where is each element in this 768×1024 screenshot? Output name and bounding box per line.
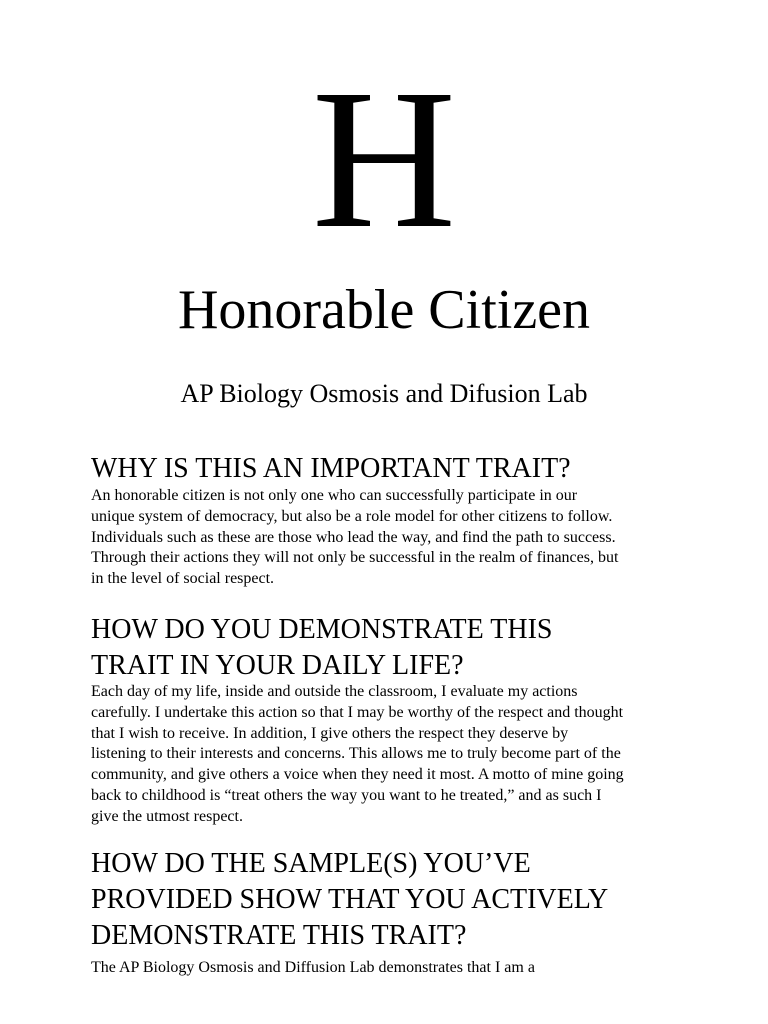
section-heading-importance: WHY IS THIS AN IMPORTANT TRAIT?	[91, 453, 571, 484]
section-body-samples: The AP Biology Osmosis and Diffusion Lab demonstrates that I am a	[91, 959, 535, 976]
section-heading-samples: HOW DO THE SAMPLE(S) YOU’VE PROVIDED SHOW THAT YOU ACTIVELY DEMONSTRATE THIS TRAIT?	[91, 848, 609, 951]
section-body-daily-life: Each day of my life, inside and outside the classroom, I evaluate my actions carefully. I undertake this action so that I may be worthy of the respect and thought that I wish to receive. In addition, I give others the respect they deserve by listening to their interests and concerns. This allows me to truly become part of the community, and give others a voice when they need it most. A motto of mine going back to childhood is “treat others the way you want to he treated,” and as such I give the utmost respect.	[91, 683, 624, 825]
decorative-initial: H	[311, 49, 457, 270]
page-title: Honorable Citizen	[177, 279, 591, 341]
page-subtitle: AP Biology Osmosis and Difusion Lab	[180, 379, 588, 408]
section-heading-daily-life: HOW DO YOU DEMONSTRATE THIS TRAIT IN YOUR DAILY LIFE?	[91, 614, 553, 681]
section-body-importance: An honorable citizen is not only one who can successfully participate in our unique system of democracy, but also be a role model for other citizens to follow. Individuals such as these are those who lead the way, and find the path to success. Through their actions they will not only be successful in the realm of finances, but in the level of social respect.	[91, 487, 619, 588]
